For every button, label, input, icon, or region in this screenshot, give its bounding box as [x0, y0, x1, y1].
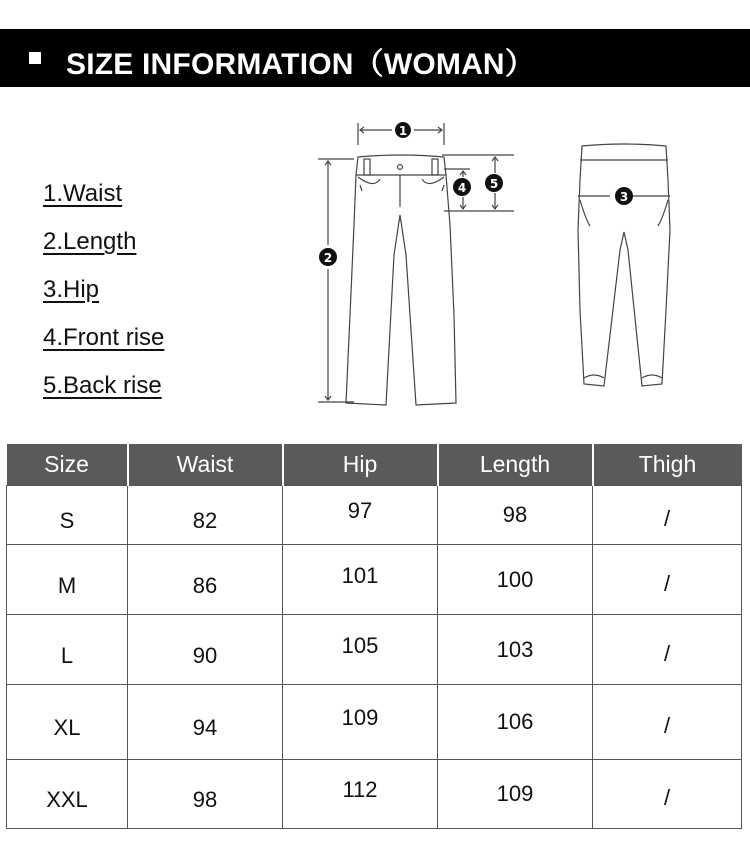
- cell-size: M: [7, 545, 128, 615]
- cell-length: 98: [438, 486, 593, 545]
- marker-3-label: 3: [619, 190, 629, 204]
- legend-item-hip: 3.Hip: [43, 276, 100, 303]
- marker-2-label: 2: [323, 251, 333, 265]
- cell-thigh: /: [593, 685, 742, 760]
- cell-thigh: /: [593, 486, 742, 545]
- table-row: [7, 486, 742, 545]
- column-header-length: Length: [438, 444, 593, 486]
- marker-4-label: 4: [457, 181, 467, 195]
- back-markers: [615, 187, 633, 205]
- column-header-waist: Waist: [128, 444, 283, 486]
- legend-item-waist: 1.Waist: [43, 180, 123, 207]
- table-row: [7, 545, 742, 615]
- measurement-legend: [43, 170, 164, 410]
- cell-size: XL: [7, 685, 128, 760]
- cell-waist: 86: [128, 545, 283, 615]
- cell-hip: 101: [283, 545, 438, 615]
- page-title: SIZE INFORMATION（WOMAN）: [66, 48, 535, 81]
- table-row: [7, 685, 742, 760]
- cell-waist: 82: [128, 486, 283, 545]
- legend-item-front-rise: 4.Front rise: [43, 324, 165, 351]
- size-table: [6, 444, 742, 829]
- cell-hip: 97: [283, 486, 438, 545]
- cell-waist: 90: [128, 615, 283, 685]
- table-header-row: [7, 444, 742, 486]
- front-markers: [319, 122, 503, 266]
- cell-thigh: /: [593, 615, 742, 685]
- cell-hip: 105: [283, 615, 438, 685]
- column-header-thigh: Thigh: [593, 444, 742, 486]
- cell-size: S: [7, 486, 128, 545]
- cell-hip: 112: [283, 760, 438, 829]
- cell-thigh: /: [593, 760, 742, 829]
- marker-1-label: 1: [398, 124, 408, 138]
- table-row: [7, 615, 742, 685]
- legend-item-length: 2.Length: [43, 228, 137, 255]
- table-row: [7, 760, 742, 829]
- cell-thigh: /: [593, 545, 742, 615]
- cell-waist: 94: [128, 685, 283, 760]
- cell-size: XXL: [7, 760, 128, 829]
- front-pants-diagram: [314, 115, 520, 410]
- cell-length: 103: [438, 615, 593, 685]
- back-pants-diagram: [570, 140, 680, 405]
- section-header: [0, 29, 750, 87]
- cell-length: 106: [438, 685, 593, 760]
- cell-length: 109: [438, 760, 593, 829]
- cell-length: 100: [438, 545, 593, 615]
- header-bullet-square: [29, 52, 41, 64]
- legend-item-back-rise: 5.Back rise: [43, 372, 162, 399]
- cell-waist: 98: [128, 760, 283, 829]
- cell-hip: 109: [283, 685, 438, 760]
- column-header-hip: Hip: [283, 444, 438, 486]
- cell-size: L: [7, 615, 128, 685]
- marker-5-label: 5: [489, 177, 499, 191]
- column-header-size: Size: [7, 444, 128, 486]
